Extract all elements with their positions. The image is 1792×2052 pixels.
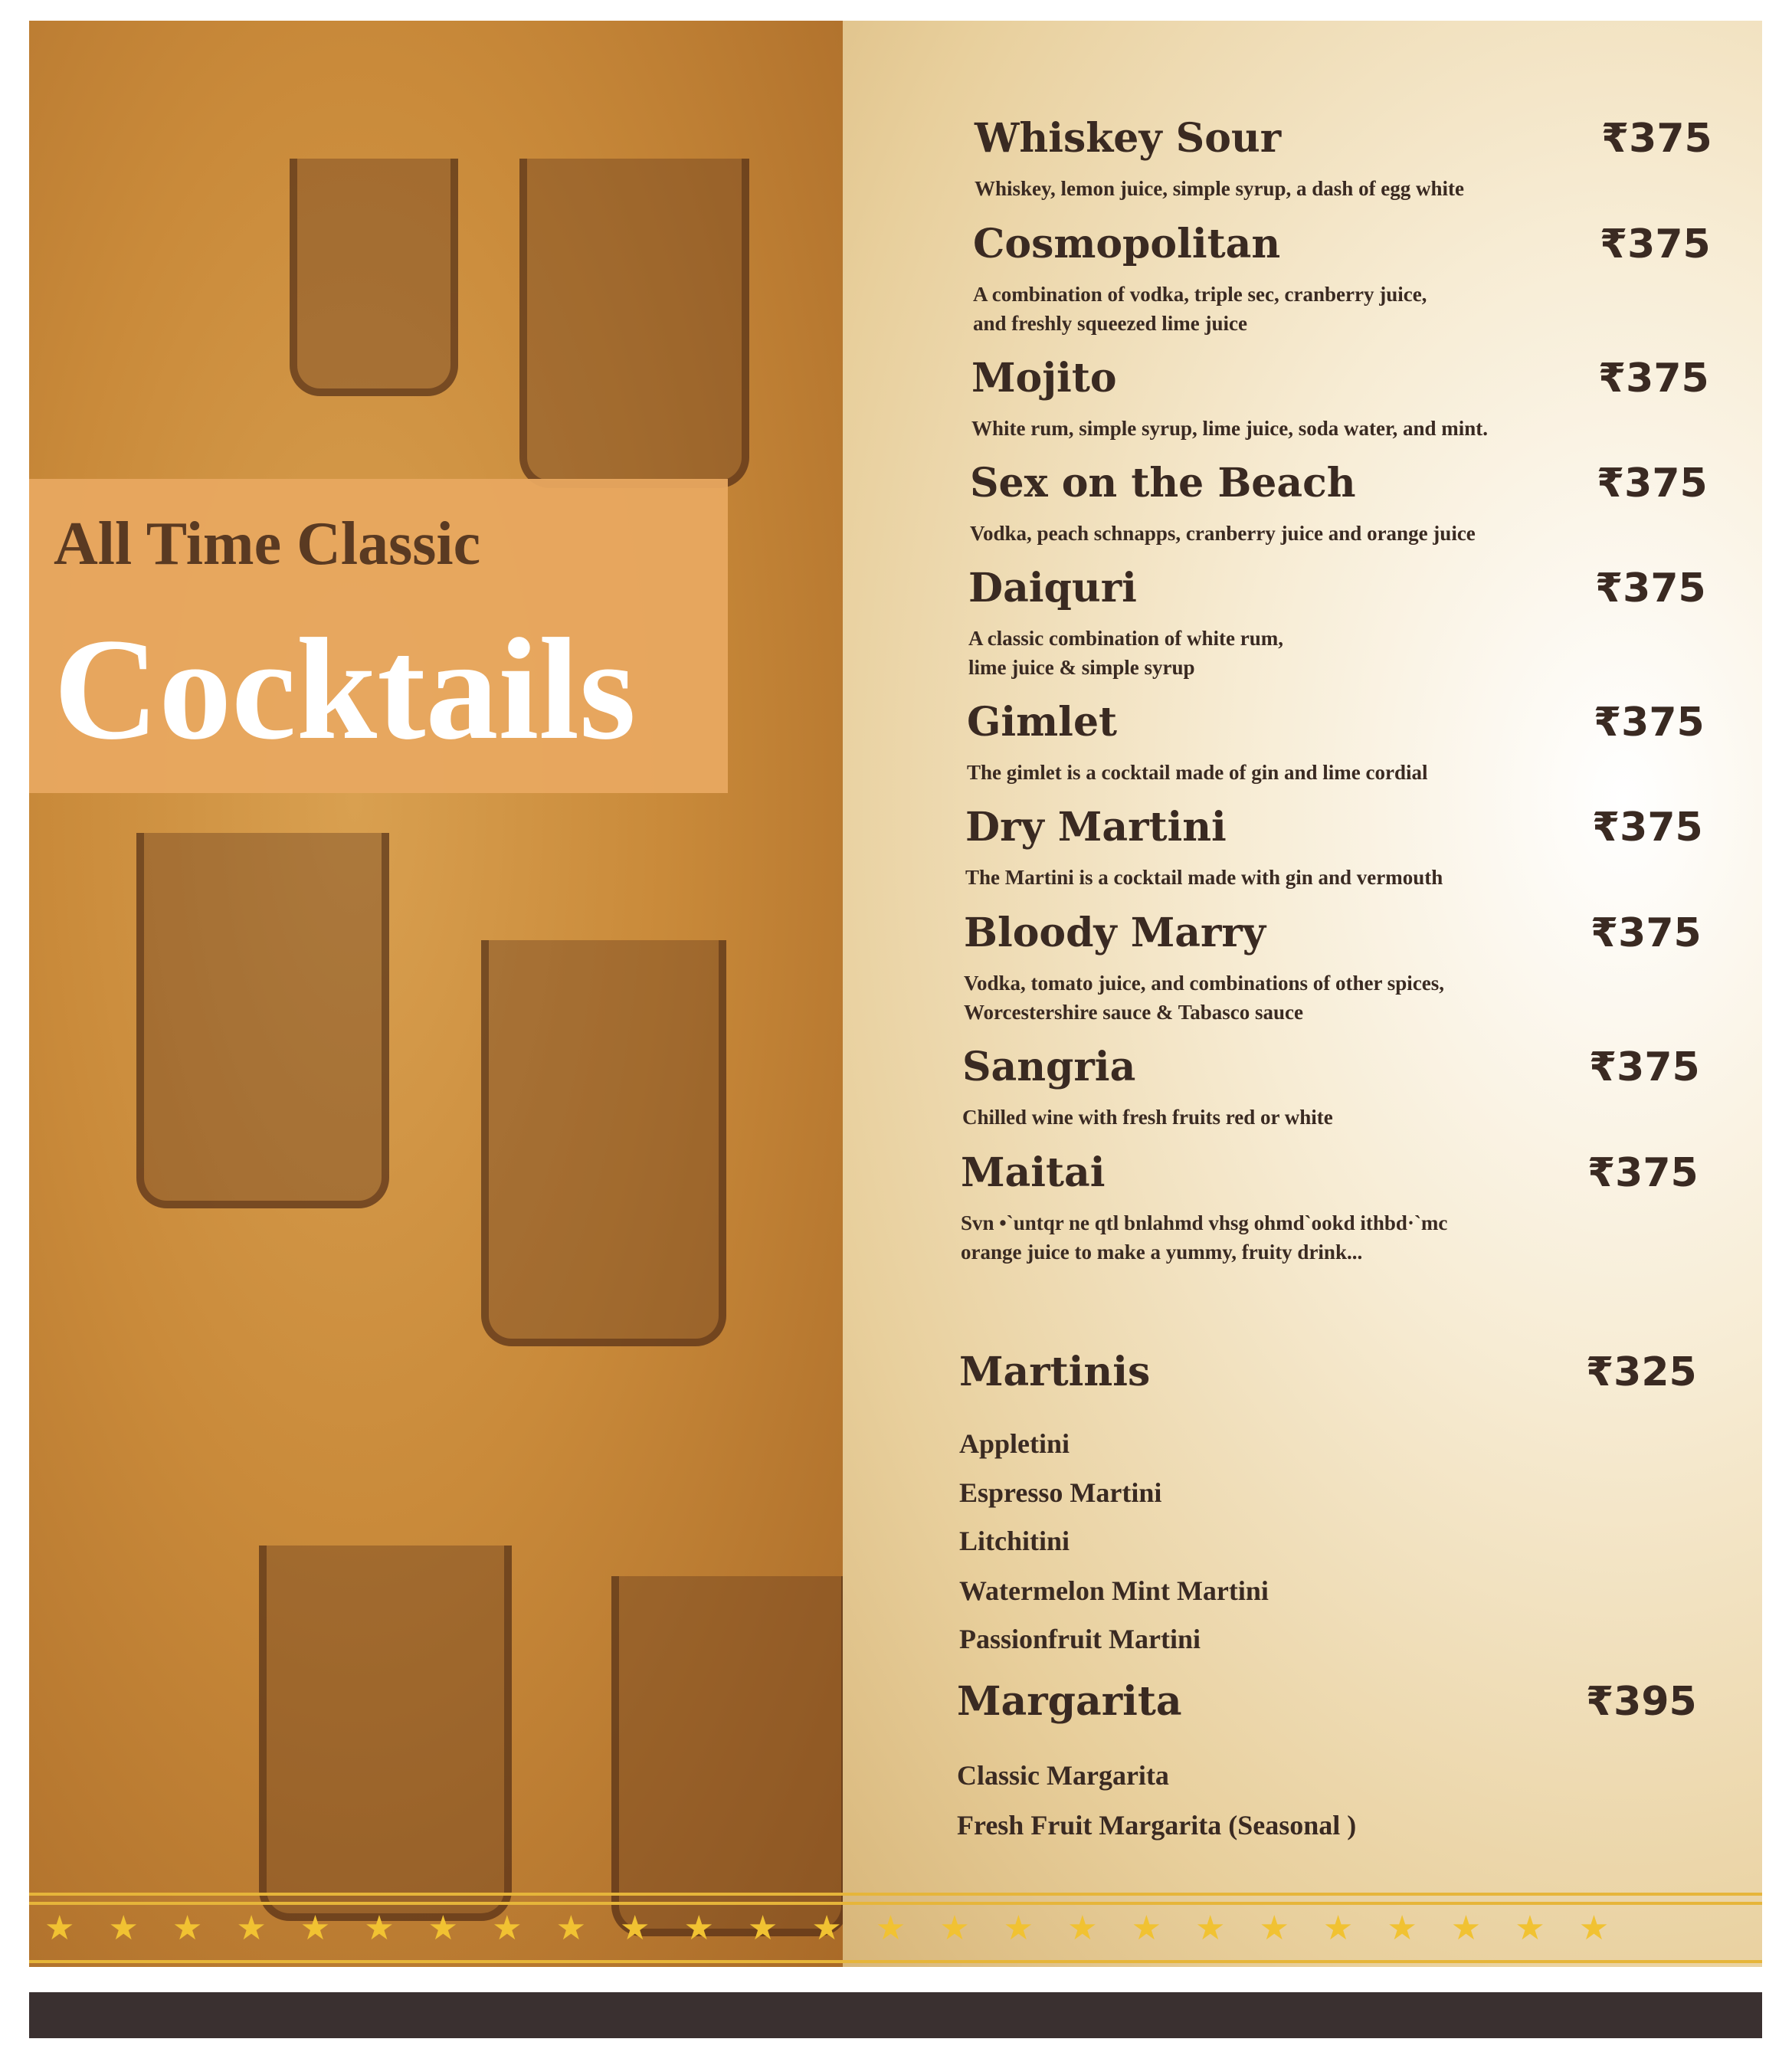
group-item: Fresh Fruit Margarita (Seasonal ): [957, 1810, 1357, 1841]
item-price: ₹375: [1591, 910, 1702, 956]
item-price: ₹375: [1592, 805, 1703, 851]
item-description: orange juice to make a yummy, fruity drink...: [961, 1241, 1363, 1264]
item-price: ₹375: [1594, 700, 1705, 746]
cocktail-glass-illustration: [481, 940, 726, 1346]
item-name: Maitai: [961, 1149, 1106, 1196]
bottom-bar: [29, 1992, 1762, 2038]
item-price: ₹375: [1598, 356, 1709, 402]
group-item: Espresso Martini: [959, 1477, 1162, 1508]
item-name: Sangria: [962, 1044, 1136, 1090]
group-price: ₹395: [1586, 1679, 1697, 1725]
item-description: A combination of vodka, triple sec, cranberry juice,: [973, 283, 1427, 306]
cocktail-glass-illustration: [259, 1546, 512, 1921]
item-price: ₹375: [1597, 461, 1708, 506]
group-item: Passionfruit Martini: [959, 1624, 1201, 1654]
item-description: lime juice & simple syrup: [968, 656, 1195, 679]
item-price: ₹375: [1589, 1044, 1700, 1090]
cocktail-glass-illustration: [136, 833, 389, 1208]
item-name: Cosmopolitan: [973, 221, 1281, 267]
item-price: ₹375: [1601, 116, 1712, 162]
item-name: Gimlet: [967, 699, 1118, 746]
group-item: Litchitini: [959, 1526, 1070, 1556]
group-item: Appletini: [959, 1428, 1070, 1459]
item-description: The gimlet is a cocktail made of gin and lime cordial: [967, 761, 1428, 784]
item-description: Worcestershire sauce & Tabasco sauce: [964, 1001, 1303, 1024]
item-description: Whiskey, lemon juice, simple syrup, a dash of egg white: [975, 177, 1465, 200]
item-name: Sex on the Beach: [970, 460, 1356, 506]
cocktail-glass-illustration: [290, 159, 458, 396]
item-name: Whiskey Sour: [975, 115, 1282, 162]
star-border: [29, 1893, 1762, 1969]
item-description: and freshly squeezed lime juice: [973, 312, 1247, 335]
group-price: ₹325: [1586, 1349, 1697, 1395]
item-name: Daiquri: [968, 565, 1137, 611]
item-description: Vodka, tomato juice, and combinations of other spices,: [964, 972, 1445, 995]
item-price: ₹375: [1595, 565, 1706, 611]
item-description: Chilled wine with fresh fruits red or white: [962, 1106, 1333, 1129]
item-description: Svn •`untqr ne qtl bnlahmd vhsg ohmd`ookd ithbd·`mc: [961, 1211, 1448, 1234]
item-description: The Martini is a cocktail made with gin and vermouth: [965, 866, 1443, 889]
group-item: Classic Margarita: [957, 1760, 1169, 1791]
group-name: Martinis: [959, 1349, 1151, 1395]
menu-subtitle: All Time Classic: [54, 510, 481, 578]
item-price: ₹375: [1600, 221, 1711, 267]
item-name: Bloody Marry: [964, 910, 1266, 956]
group-item: Watermelon Mint Martini: [959, 1575, 1269, 1606]
menu-title: Cocktails: [54, 609, 636, 770]
item-description: Vodka, peach schnapps, cranberry juice and orange juice: [970, 522, 1476, 545]
cover-panel: [29, 21, 843, 1967]
cocktail-glass-illustration: [519, 159, 749, 488]
item-name: Mojito: [971, 355, 1117, 402]
group-name: Margarita: [957, 1678, 1182, 1725]
item-price: ₹375: [1587, 1150, 1699, 1196]
star-icons: ★★★★★★★★★★★★★★★★★★★★★★★★★: [44, 1909, 1643, 1948]
item-description: A classic combination of white rum,: [968, 627, 1283, 650]
item-description: White rum, simple syrup, lime juice, soda water, and mint.: [971, 417, 1488, 440]
item-name: Dry Martini: [965, 804, 1227, 851]
cocktail-glass-illustration: [611, 1576, 849, 1936]
